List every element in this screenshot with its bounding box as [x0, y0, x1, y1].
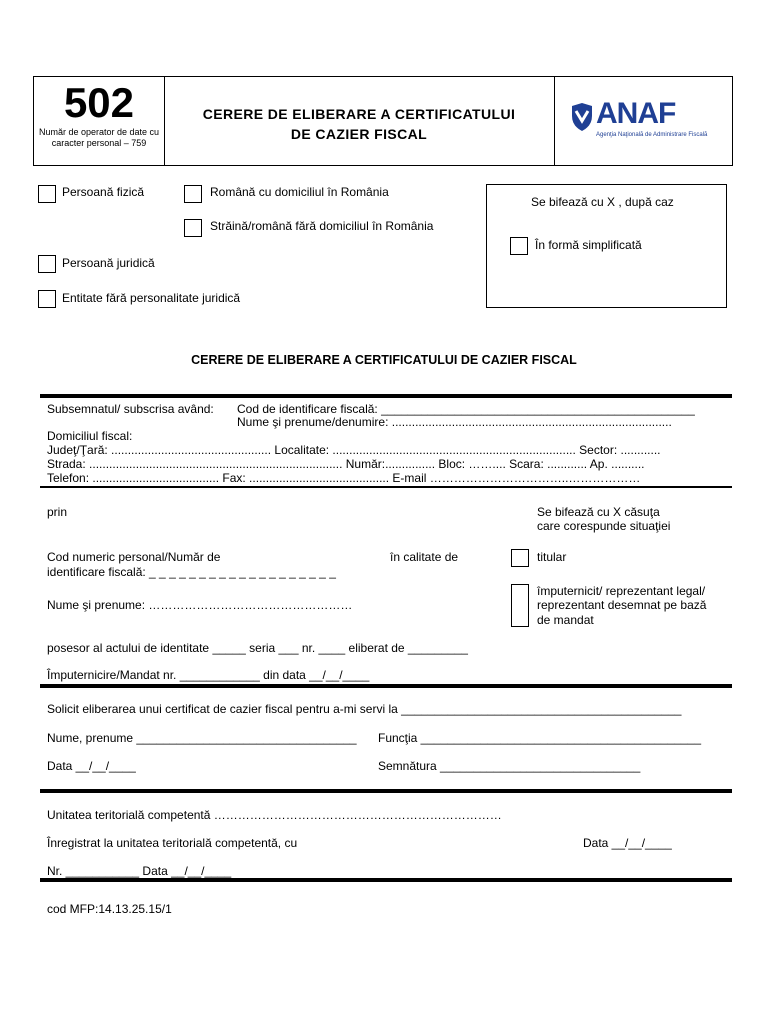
- field-functia[interactable]: Funcţia __________________________________________: [378, 731, 701, 745]
- form-title: [164, 104, 554, 144]
- label-cnp-line1: Cod numeric personal/Număr de: [47, 550, 221, 564]
- field-data-inregistrare[interactable]: Data __/__/____: [583, 836, 672, 850]
- label-persoana-fizica: Persoană fizică: [62, 185, 145, 199]
- divider: [40, 789, 732, 793]
- operator-note: Număr de operator de date cu caracter personal – 759: [38, 127, 160, 148]
- label-domiciliu: Domiciliul fiscal:: [47, 429, 133, 443]
- footer-cod-mfp: cod MFP:14.13.25.15/1: [47, 902, 172, 916]
- divider: [40, 486, 732, 488]
- form-header: [33, 76, 733, 166]
- field-cod-fiscal[interactable]: Cod de identificare fiscală: _______________________________________________: [237, 402, 695, 416]
- checkbox-romana[interactable]: [184, 185, 202, 203]
- divider: [40, 684, 732, 688]
- label-calitate: în calitate de: [390, 550, 459, 564]
- form-title-line1: CERERE DE ELIBERARE A CERTIFICATULUI: [202, 106, 516, 122]
- form-title-line2: DE CAZIER FISCAL: [290, 126, 428, 142]
- field-nume-denumire[interactable]: Nume şi prenume/denumire: ....................................................................................: [237, 415, 672, 429]
- side-note-box: [486, 184, 727, 308]
- anaf-logo: [570, 97, 720, 141]
- field-mandat[interactable]: Împuternicire/Mandat nr. ____________ din data __/__/____: [47, 668, 370, 682]
- logo-subtitle: Agenţia Naţională de Administrare Fiscală: [596, 132, 708, 138]
- field-judet-localitate[interactable]: Judeţ/Ţară: ................................................ Localitate: ......................................................................... Sector: ............: [47, 443, 661, 457]
- form-number-cell: [34, 77, 165, 165]
- shield-icon: [570, 103, 594, 131]
- label-imputernicit-line3: de mandat: [537, 613, 594, 627]
- field-nume-prenume-solicitant[interactable]: Nume, prenume _________________________________: [47, 731, 357, 745]
- checkbox-straina[interactable]: [184, 219, 202, 237]
- label-forma-simplificata: În formă simplificată: [535, 238, 642, 252]
- note-bifeaza-line2: care corespunde situaţiei: [537, 519, 671, 533]
- checkbox-forma-simplificata[interactable]: [510, 237, 528, 255]
- label-subsemnatul: Subsemnatul/ subscrisa având:: [47, 402, 214, 416]
- checkbox-imputernicit[interactable]: [511, 584, 529, 627]
- checkbox-persoana-juridica[interactable]: [38, 255, 56, 273]
- field-nr-data[interactable]: Nr. ___________ Data __/__/____: [47, 864, 232, 878]
- field-cnp[interactable]: identificare fiscală: _ _ _ _ _ _ _ _ _ _ _ _ _ _ _ _ _ _ _: [47, 565, 336, 579]
- side-note: Se bifează cu X , după caz: [531, 195, 674, 209]
- label-straina: Străină/română fără domiciliul în România: [210, 219, 434, 233]
- logo-text: ANAF: [596, 97, 676, 130]
- label-romana: Română cu domiciliul în România: [210, 185, 389, 199]
- label-imputernicit-line2: reprezentant desemnat pe bază: [537, 598, 707, 612]
- checkbox-entitate[interactable]: [38, 290, 56, 308]
- field-nume-prenume[interactable]: Nume şi prenume: ……………………………………………: [47, 598, 353, 612]
- section-title: CERERE DE ELIBERARE A CERTIFICATULUI DE CAZIER FISCAL: [191, 353, 577, 367]
- field-solicit-scop[interactable]: Solicit eliberarea unui certificat de cazier fiscal pentru a-mi servi la __________________________________________: [47, 702, 682, 716]
- label-prin: prin: [47, 505, 68, 519]
- label-persoana-juridica: Persoană juridică: [62, 256, 155, 270]
- label-titular: titular: [537, 550, 567, 564]
- checkbox-persoana-fizica[interactable]: [38, 185, 56, 203]
- field-unitatea-teritoriala[interactable]: Unitatea teritorială competentă ………………………………………………………………: [47, 808, 502, 822]
- field-act-identitate[interactable]: posesor al actului de identitate _____ seria ___ nr. ____ eliberat de _________: [47, 641, 468, 655]
- note-bifeaza-line1: Se bifează cu X căsuţa: [537, 505, 660, 519]
- divider: [40, 394, 732, 398]
- field-telefon[interactable]: Telefon: ...................................... Fax: .......................................... E-mail ……………………………..………………: [47, 471, 641, 485]
- field-strada[interactable]: Strada: ............................................................................ Număr:............... Bloc: …….... Scara: ............ Ap. ..........: [47, 457, 645, 471]
- label-imputernicit-line1: împuternicit/ reprezentant legal/: [537, 584, 706, 598]
- divider: [40, 878, 732, 882]
- field-data-solicitare[interactable]: Data __/__/____: [47, 759, 136, 773]
- field-semnatura[interactable]: Semnătura ______________________________: [378, 759, 641, 773]
- label-entitate: Entitate fără personalitate juridică: [62, 291, 241, 305]
- form-title-cell: [164, 77, 555, 165]
- checkbox-titular[interactable]: [511, 549, 529, 567]
- label-inregistrat: Înregistrat la unitatea teritorială competentă, cu: [47, 836, 298, 850]
- form-number: 502: [63, 79, 135, 126]
